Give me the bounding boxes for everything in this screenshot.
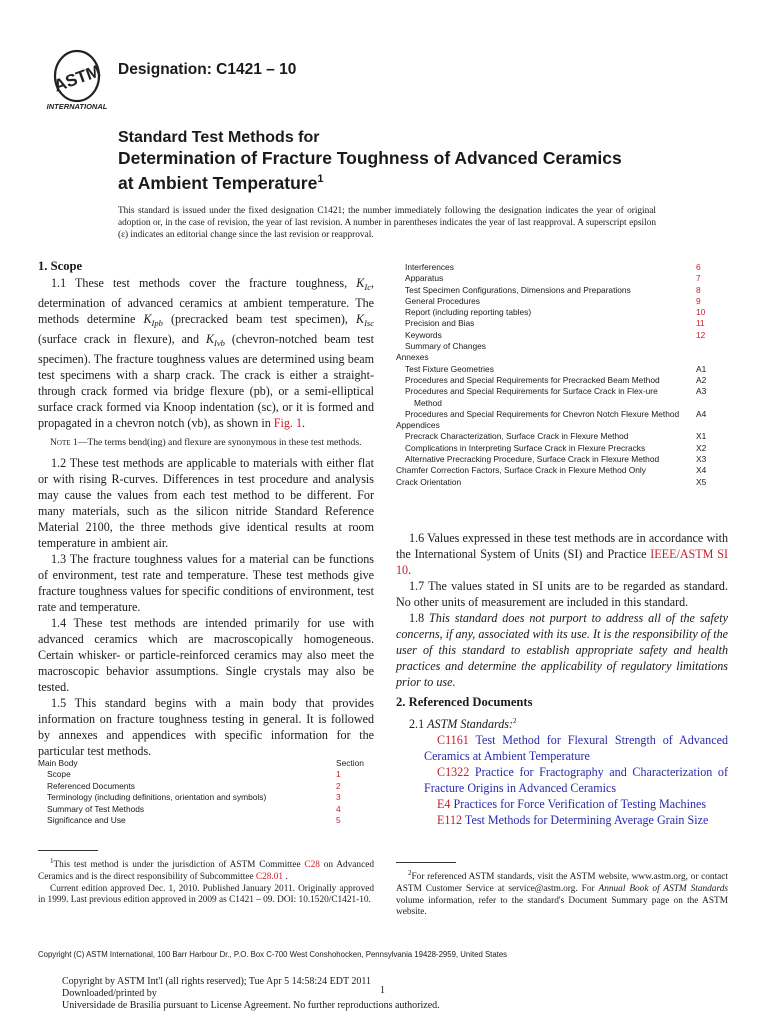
title-line-2: Determination of Fracture Toughness of Advanced Ceramics	[118, 148, 622, 168]
fig-1-link[interactable]: Fig. 1	[273, 416, 302, 430]
toc-summary-of-changes: Summary of Changes	[405, 341, 486, 352]
ieee-si10-link[interactable]: IEEE/ASTM SI 10	[396, 547, 728, 577]
svg-text:ASTM: ASTM	[51, 61, 104, 96]
astm-logo	[42, 48, 112, 112]
reference-item[interactable]: C1161 Test Method for Flexural Strength of Advanced Ceramics at Ambient Temperature	[424, 733, 728, 764]
toc-row: Precrack Characterization, Surface Crack in Flexure Method X1	[405, 431, 707, 442]
toc-row: Complications in Interpreting Surface Crack in Flexure Precracks X2	[405, 442, 707, 453]
toc-main-body	[38, 758, 366, 826]
license-stamp: Copyright by ASTM Int'l (all rights reserved); Tue Apr 5 14:58:24 EDT 2011 Downloaded/printed by Universidade de Brasilia pursuant to License Agreement. No further reproductions authorized.	[62, 976, 440, 1011]
toc-row[interactable]: Precision and Bias 11	[405, 318, 705, 329]
left-column	[38, 258, 374, 759]
copyright-line: Copyright (C) ASTM International, 100 Barr Harbour Dr., P.O. Box C-700 West Conshohocken, Pennsylvania 19428-2959, United States	[38, 950, 508, 959]
scope-paragraph-1: 1.1 These test methods cover the fracture toughness, $K_{Ic}$, determination of advanced ceramics at ambient temperature. The methods determine $K_{Ipb}$ (precracked beam test specimen), $K_{Isc}$ (surface crack in flexure), and $K_{Ivb}$ (chevron-notched beam test specimen). The fracture toughness values are determined using beam test specimens with a sharp crack. The crack is either a straight-through crack formed via bridge flexure (pb), or a semi-elliptical surface crack formed via Knoop indentation (sc), or it is formed and propagated in a chevron notch (vb), as shown in Fig. 1.	[38, 276, 374, 430]
scope-paragraph-5: 1.5 This standard begins with a main body that provides information on fracture toughness testing in general. It is followed by annexes and appendices with specific information for the particular test methods.	[38, 696, 374, 758]
toc-row: Crack Orientation X5	[396, 476, 707, 487]
scope-paragraph-2: 1.2 These test methods are applicable to materials with either flat or with rising R-curves. Differences in test procedure and analysis may cause the values from each test method to be different. For many materials, such as the silicon nitride Standard Reference Material 2100, the three methods give identical results at room temperature in ambient air.	[38, 456, 374, 550]
toc-row: Chamfer Correction Factors, Surface Crack in Flexure Method Only X4	[396, 465, 707, 476]
toc-header: Main Body Section	[38, 758, 364, 768]
footnote-2: $^2$For referenced ASTM standards, visit the ASTM website, www.astm.org, or contact ASTM Customer Service at service@astm.org. For Annual Book of ASTM Standards volume information, refer to the standard's Document Summary page on the ASTM website.	[396, 869, 728, 918]
right-column	[396, 530, 728, 828]
toc-row: Test Fixture Geometries A1	[405, 363, 707, 374]
footnote-divider	[38, 850, 98, 851]
title-line-3: at Ambient Temperature$^1$	[118, 172, 324, 193]
toc-appendices-heading: Appendices	[396, 420, 440, 431]
footnote-1: $^1$This test method is under the jurisdiction of ASTM Committee C28 on Advanced Ceramics and is the direct responsibility of Subcommittee C28.01 . Current edition approved Dec. 1, 2010. Published January 2011. Originally approved in 1999. Last previous edition approved in 2009 as C1421 – 09. DOI: 10.1520/C1421-10.	[38, 857, 374, 906]
designation: Designation: C1421 – 10	[118, 61, 297, 78]
svg-text:INTERNATIONAL: INTERNATIONAL	[46, 102, 108, 111]
reference-item[interactable]: C1322 Practice for Fractography and Characterization of Fracture Origins in Advanced Ceramics	[424, 765, 728, 796]
scope-heading: 1. Scope	[38, 259, 83, 273]
toc-row: Alternative Precracking Procedure, Surface Crack in Flexure Method X3	[405, 454, 707, 465]
toc-row[interactable]: Referenced Documents 2	[47, 780, 341, 791]
scope-paragraph-8: 1.8 This standard does not purport to address all of the safety concerns, if any, associated with its use. It is the responsibility of the user of this standard to establish appropriate safety and health practices and determine the applicability of regulatory limitations prior to use.	[396, 611, 728, 689]
toc-row[interactable]: Significance and Use 5	[47, 815, 341, 826]
page-number: 1	[380, 985, 385, 996]
c2801-link[interactable]: C28.01	[255, 871, 284, 882]
toc-row[interactable]: Report (including reporting tables) 10	[405, 307, 706, 318]
scope-paragraph-7: 1.7 The values stated in SI units are to be regarded as standard. No other units of measurement are included in this standard.	[396, 579, 728, 609]
document-title	[118, 128, 738, 194]
toc-row[interactable]: Keywords 12	[405, 329, 706, 340]
toc-annexes-heading: Annexes	[396, 352, 429, 363]
toc-row[interactable]: Test Specimen Configurations, Dimensions and Preparations 8	[405, 284, 701, 295]
scope-paragraph-4: 1.4 These test methods are intended primarily for use with advanced ceramics which are macroscopically homogeneous. Certain whisker- or particle-reinforced ceramics may also meet the macroscopic behavior assumptions. Single crystals may also be tested.	[38, 616, 374, 694]
toc-row[interactable]: Apparatus 7	[405, 273, 701, 284]
toc-row: Procedures and Special Requirements for Surface Crack in Flex-ure Method A3	[405, 386, 707, 408]
toc-row[interactable]: Terminology (including definitions, orientation and symbols) 3	[47, 792, 341, 803]
reference-item[interactable]: E4 Practices for Force Verification of Testing Machines	[437, 797, 707, 812]
scope-paragraph-3: 1.3 The fracture toughness values for a material can be functions of environment, test rate and temperature. These test methods give fracture toughness values for specific conditions of environment, test rate and temperature.	[38, 552, 374, 614]
referenced-documents-heading: 2. Referenced Documents	[396, 695, 533, 709]
toc-row: Procedures and Special Requirements for Chevron Notch Flexure Method A4	[405, 408, 707, 419]
intro-paragraph: This standard is issued under the fixed designation C1421; the number immediately following the designation indicates the year of original adoption or, in the case of revision, the year of last revision. A number in parentheses indicates the year of last reapproval. A superscript epsilon (ε) indicates an editorial change since the last revision or reapproval.	[118, 206, 656, 240]
scope-paragraph-6: 1.6 Values expressed in these test methods are in accordance with the International System of Units (SI) and Practice IEEE/ASTM SI 10.	[396, 531, 728, 577]
toc-row[interactable]: Scope 1	[47, 769, 341, 780]
toc-row[interactable]: General Procedures 9	[405, 295, 701, 306]
c28-link[interactable]: C28	[304, 860, 320, 871]
astm-standards-subheading: 2.1 ASTM Standards:$^2$	[409, 717, 517, 732]
toc-row[interactable]: Summary of Test Methods 4	[47, 803, 341, 814]
toc-continued	[396, 262, 712, 488]
title-line-1: Standard Test Methods for	[118, 129, 320, 146]
footnote-divider	[396, 862, 456, 863]
toc-row[interactable]: Interferences 6	[405, 262, 701, 272]
toc-row: Procedures and Special Requirements for Precracked Beam Method A2	[405, 374, 707, 385]
reference-item[interactable]: E112 Test Methods for Determining Average Grain Size	[437, 813, 709, 828]
note-1: Note 1—The terms bend(ing) and flexure are synonymous in these test methods.	[50, 437, 362, 448]
